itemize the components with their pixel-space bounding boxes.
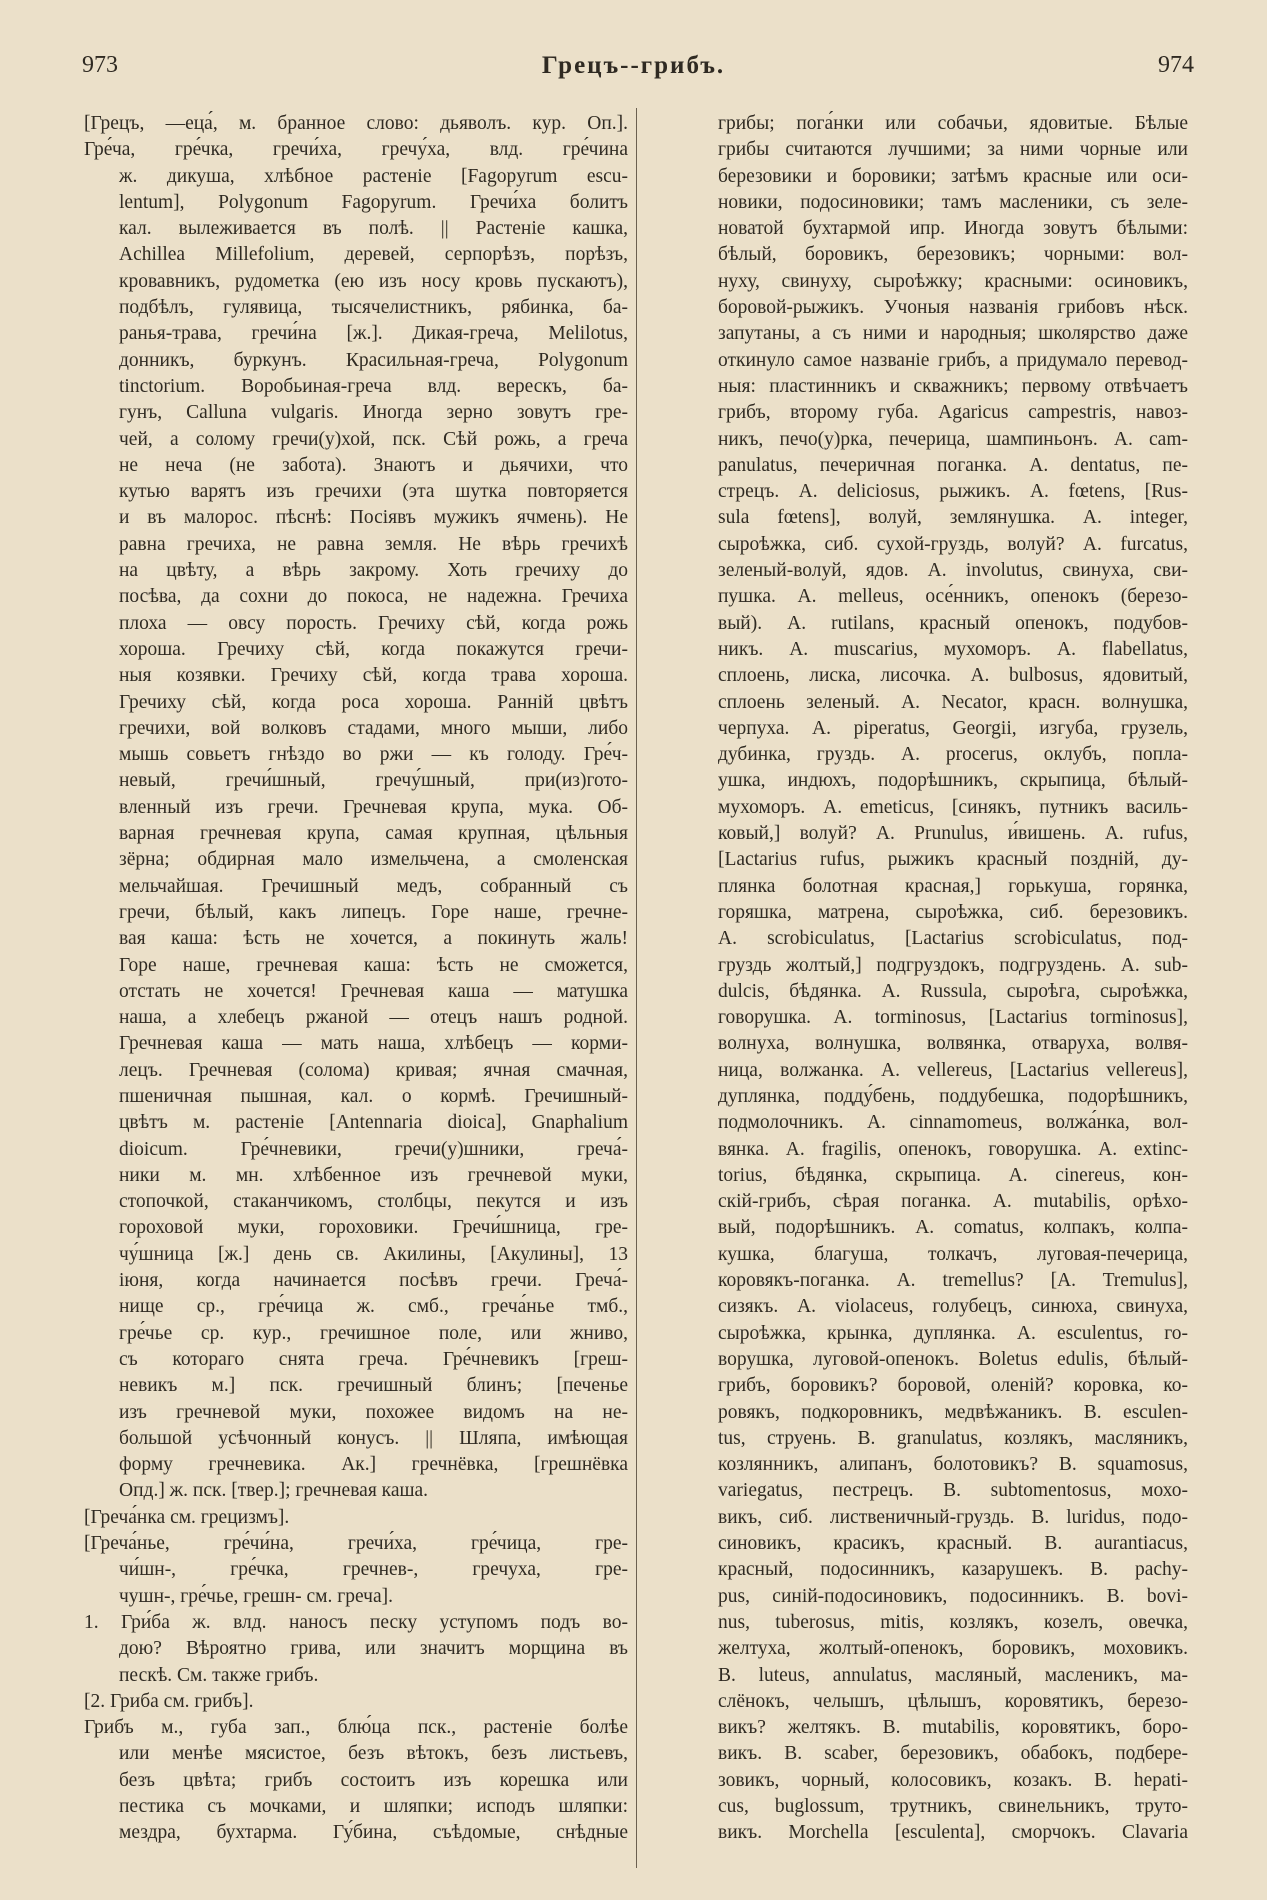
text-line: B. luteus, annulatus, масляный, масленикъ, ма-: [718, 1664, 1188, 1686]
text-line: березовики и боровики; затѣмъ красные или оси-: [718, 165, 1188, 187]
text-line: ранья-трава, гречи́на [ж.]. Дикая-греча, Melilotus,: [119, 323, 628, 345]
text-line: нуху, свинуху, сыроѣжку; красными: осиновикъ,: [718, 270, 1188, 292]
text-line: и въ малорос. пѣснѣ: Посiявъ мужикъ ячмень). Не: [119, 507, 628, 529]
text-line: tus, струень. B. granulatus, козлякъ, масляникъ,: [718, 1427, 1188, 1449]
text-line: гречихи, вой волковъ стадами, много мыши, либо: [119, 717, 628, 739]
text-line: стопочкой, стаканчикомъ, столбцы, пекутся и изъ: [119, 1191, 628, 1213]
text-line: красный, подосинникъ, казарушекъ. B. pachy-: [718, 1559, 1188, 1581]
text-line: горяшка, матрена, сыроѣжка, сиб. березовикъ.: [718, 901, 1188, 923]
text-line: дубинка, груздь. A. procerus, оклубъ, попла-: [718, 744, 1188, 766]
text-line: ница, волжанка. A. vellereus, [Lactarius vellereus],: [718, 1059, 1188, 1081]
text-line: скiй-грибъ, сѣрая поганка. A. mutabilis, орѣхо-: [718, 1191, 1188, 1213]
left-column: [84, 111, 628, 1847]
text-line: [Lactarius rufus, рыжикъ красный поздній, ду-: [718, 849, 1188, 871]
text-line: безъ цвѣта; грибъ состоитъ изъ корешка или: [119, 1769, 628, 1791]
column-divider: [636, 108, 637, 1868]
text-line: подмолочникъ. A. cinnamomeus, волжа́нка, вол-: [718, 1112, 1188, 1134]
text-line: грибы считаются лучшими; за ними чорные или: [718, 139, 1188, 161]
text-line: Гречиху сѣй, когда роса хороша. Раннiй цвѣтъ: [119, 691, 628, 713]
text-line: гречи, бѣлый, какъ липецъ. Горе наше, гречне-: [119, 901, 628, 923]
text-line: кушка, благуша, толкачъ, луговая-печерица,: [718, 1243, 1188, 1265]
text-line: изъ гречневой муки, похожее видомъ на не-: [119, 1401, 628, 1423]
text-line: плянка болотная красная,] горькуша, горянка,: [718, 875, 1188, 897]
text-line: никъ. A. muscarius, мухоморъ. A. flabellatus,: [718, 638, 1188, 660]
text-line: чей, а солому гречи(у)хой, пск. Сѣй рожь, а греча: [119, 428, 628, 450]
text-line: дою? Вѣроятно грива, или значитъ морщина въ: [119, 1638, 628, 1660]
text-line: наша, а хлебецъ ржаной — отецъ нашъ родной.: [119, 1007, 628, 1029]
text-line: ровякъ, подкоровникъ, медвѣжаникъ. B. esculen-: [718, 1401, 1188, 1423]
text-line: отстать не хочется! Гречневая каша — матушка: [119, 980, 628, 1002]
text-line: вый, подорѣшникъ. A. comatus, колпакъ, колпа-: [718, 1217, 1188, 1239]
text-line: сизякъ. A. violaceus, голубецъ, синюха, свинуха,: [718, 1296, 1188, 1318]
text-line: коровякъ-поганка. A. tremellus? [A. Tremulus],: [718, 1270, 1188, 1292]
text-line: грибъ, боровикъ? боровой, оленiй? коровка, ко-: [718, 1375, 1188, 1397]
text-line: сыроѣжка, сиб. сухой-груздь, волуй? A. furcatus,: [718, 533, 1188, 555]
text-line: пескѣ. См. также грибъ.: [119, 1664, 319, 1686]
text-line: лецъ. Гречневая (солома) кривая; ячная смачная,: [119, 1059, 628, 1081]
text-line: зёрна; обдирная мало измельчена, а смоленская: [119, 849, 628, 871]
text-line: синовикъ, красикъ, красный. B. aurantiacus,: [718, 1533, 1188, 1555]
text-line: сплоень, лиска, лисочка. A. bulbosus, ядовитый,: [718, 665, 1188, 687]
text-line: стрецъ. A. deliciosus, рыжикъ. A. fœtens, [Rus-: [718, 481, 1188, 503]
text-line: вая каша: ѣсть не хочется, а покинуть жаль!: [119, 928, 628, 950]
text-line: хороша. Гречиху сѣй, когда покажутся гречи-: [119, 638, 628, 660]
running-head: Грецъ--грибъ.: [541, 52, 726, 79]
text-line: пшеничная пышная, кал. о кормѣ. Гречишный-: [119, 1085, 628, 1107]
text-line: cus, buglossum, трутникъ, свинельникъ, труто-: [718, 1796, 1188, 1817]
text-line: сплоень зеленый. A. Necator, красн. волнушка,: [718, 691, 1188, 713]
text-line: кутью варятъ изъ гречихи (эта шутка повторяется: [119, 481, 628, 503]
text-line: ж. дикуша, хлѣбное растенiе [Fagopyrum escu-: [119, 165, 628, 187]
text-line: желтуха, жолтый-опенокъ, боровикъ, моховикъ.: [718, 1638, 1188, 1660]
text-line: дуплянка, подду́бень, поддубешка, подорѣшникъ,: [718, 1085, 1188, 1107]
text-line: ники м. мн. хлѣбенное изъ гречневой муки,: [119, 1164, 628, 1186]
text-line: ковый,] волуй? A. Prunulus, и́вишень. A. rufus,: [718, 823, 1188, 845]
text-line: новики, подосиновики; тамъ масленики, съ зеле-: [718, 191, 1188, 213]
text-line: вый). A. rutilans, красный опенокъ, подубов-: [718, 612, 1188, 634]
text-line: форму гречневика. Ак.] гречнёвка, [грешнёвка: [119, 1454, 628, 1476]
text-line: pus, синiй-подосиновикъ, подосинникъ. B. bovi-: [718, 1585, 1188, 1607]
text-line: бѣлый, боровикъ, березовикъ; чорными: вол-: [718, 244, 1188, 266]
entry-headword-line: 1. Гри́ба ж. влд. наносъ песку уступомъ подъ во-: [84, 1611, 628, 1633]
text-line: грибъ, второму губа. Agaricus campestris, навоз-: [718, 402, 1188, 424]
right-column: [683, 111, 1188, 1847]
text-line: Опд.] ж. пск. [твер.]; гречневая каша.: [119, 1480, 429, 1502]
text-line: не неча (не забота). Знаютъ и дьячихи, что: [119, 454, 628, 476]
text-line: новатой бухтармой ипр. Иногда зовутъ бѣлыми:: [718, 218, 1188, 240]
text-line: ушка, индюхъ, подорѣшникъ, скрыпица, бѣлый-: [718, 770, 1188, 792]
text-line: подбѣлъ, гулявица, тысячелистникъ, рябинка, ба-: [119, 297, 628, 319]
text-line: гре́чье ср. кур., гречишное поле, или жниво,: [119, 1322, 628, 1344]
text-line: variegatus, пестрецъ. B. subtomentosus, мохо-: [718, 1480, 1188, 1502]
entry-headword-line: Грибъ м., губа зап., блю́ца пск., растенiе болѣе: [84, 1717, 628, 1739]
text-line: груздь жолтый,] подгруздокъ, подгруздень. A. sub-: [718, 954, 1188, 976]
text-line: мышь совьетъ гнѣздо во ржи — къ голоду. Гре́ч-: [119, 744, 628, 766]
text-line: нище ср., гре́чица ж. смб., греча́нье тмб.,: [119, 1296, 628, 1318]
text-line: A. scrobiculatus, [Lactarius scrobiculatus, под-: [718, 928, 1188, 950]
text-line: невый, гречи́шный, гречу́шный, при(из)гото-: [119, 770, 628, 792]
text-line: мельчайшая. Гречишный медъ, собранный съ: [119, 875, 628, 897]
entry-headword-line: [Греча́нка см. грецизмъ].: [84, 1506, 290, 1528]
text-line: викъ? желтякъ. B. mutabilis, коровятикъ, боро-: [718, 1717, 1188, 1739]
text-line: iюня, когда начинается посѣвъ гречи. Греча́-: [119, 1270, 628, 1292]
text-line: запутаны, а съ ними и народныя; школярство даже: [718, 323, 1188, 345]
entry-headword-line: [Грецъ, —еца́, м. бранное слово: дьяволъ. кур. Оп.].: [84, 113, 628, 134]
text-line: боровой-рыжикъ. Учоныя названiя грибовъ нѣск.: [718, 297, 1188, 319]
text-line: пестика съ мочками, и шляпки; исподъ шляпки:: [119, 1796, 628, 1817]
text-line: Achillea Millefolium, деревей, серпорѣзъ, порѣзъ,: [119, 244, 628, 266]
text-line: равна гречиха, не равна земля. Не вѣрь гречихѣ: [119, 533, 628, 555]
text-line: lentum], Polygonum Fagopyrum. Гречи́ха болитъ: [119, 191, 628, 213]
text-line: говорушка. A. torminosus, [Lactarius torminosus],: [718, 1007, 1188, 1029]
text-line: tinctorium. Воробьиная-греча влд. верескъ, ба-: [119, 375, 628, 397]
text-line: вянка. A. fragilis, опенокъ, говорушка. A. extinc-: [718, 1138, 1188, 1160]
text-line: никъ, печо(у)рка, печерица, шампиньонъ. A. cam-: [718, 428, 1188, 450]
text-line: вленный изъ гречи. Гречневая крупа, мука. Об-: [119, 796, 628, 818]
entry-headword-line: [Греча́нье, гре́чи́на, гречи́ха, гре́чица, гре-: [84, 1533, 628, 1555]
text-line: Горе наше, гречневая каша: ѣсть не сможется,: [119, 954, 628, 976]
text-line: ныя козявки. Гречиху сѣй, когда трава хороша.: [119, 665, 628, 687]
text-line: гороховой муки, гороховики. Гречи́шница, гре-: [119, 1217, 628, 1239]
text-line: посѣва, да сохни до покоса, не надежна. Гречиха: [119, 586, 628, 608]
text-line: пушка. A. melleus, осе́нникъ, опенокъ (березо-: [718, 586, 1188, 608]
text-line: на цвѣту, а вѣрь закрому. Хоть гречиху до: [119, 560, 628, 582]
text-line: черпуха. A. piperatus, Georgii, изгуба, грузель,: [718, 717, 1188, 739]
text-line: викъ. B. scaber, березовикъ, обабокъ, подбере-: [718, 1743, 1188, 1765]
text-line: откинуло самое названiе грибъ, а придумало перевод-: [718, 349, 1188, 371]
text-line: чушн-, гре́чье, грешн- см. греча].: [119, 1585, 393, 1607]
text-line: зовикъ, чорный, колосовикъ, козакъ. B. hepati-: [718, 1769, 1188, 1791]
entry-headword-line: Гре́ча, гре́чка, гречи́ха, гречу́ха, влд. гре́чина: [84, 139, 628, 161]
text-line: nus, tuberosus, mitis, козлякъ, козелъ, овечка,: [718, 1611, 1188, 1633]
text-line: dulcis, бѣдянка. A. Russula, сыроѣга, сыроѣжка,: [718, 980, 1188, 1002]
page-number-left: 973: [82, 52, 118, 78]
text-line: чи́шн-, гре́чка, гречнев-, гречуха, гре-: [119, 1559, 628, 1581]
text-line: викъ. Morchella [esculenta], сморчокъ. Clavaria: [718, 1822, 1188, 1844]
text-line: мездра, бухтарма. Гу́бина, съѣдомые, снѣдные: [119, 1822, 628, 1844]
text-line: ныя: пластинникъ и скважникъ; первому отвѣчаетъ: [718, 375, 1188, 397]
text-line: слёнокъ, челышъ, цѣлышъ, коровятикъ, березо-: [718, 1690, 1188, 1712]
text-line: козлянникъ, алипанъ, болотовикъ? B. squamosus,: [718, 1454, 1188, 1476]
text-line: panulatus, печеричная поганка. A. dentatus, пе-: [718, 454, 1188, 476]
text-line: гунъ, Calluna vulgaris. Иногда зерно зовутъ гре-: [119, 402, 628, 424]
text-line: torius, бѣдянка, скрыпица. A. cinereus, кон-: [718, 1164, 1188, 1186]
text-line: sula fœtens], волуй, землянушка. A. integer,: [718, 507, 1188, 529]
text-line: донникъ, буркунъ. Красильная-греча, Polygonum: [119, 349, 628, 371]
text-line: Гречневая каша — мать наша, хлѣбецъ — корми-: [119, 1033, 628, 1055]
text-line: чу́шница [ж.] день св. Акилины, [Акулины], 13: [119, 1243, 628, 1265]
text-line: кровавникъ, рудометка (ею изъ носу кровь пускаютъ),: [119, 270, 628, 292]
text-line: зеленый-волуй, ядов. A. involutus, свинуха, сви-: [718, 560, 1188, 582]
text-line: большой усѣчонный конусъ. || Шляпа, имѣющая: [119, 1427, 628, 1449]
text-line: невикъ м.] пск. гречишный блинъ; [печенье: [119, 1375, 628, 1397]
page-number-right: 974: [1158, 52, 1194, 78]
text-line: или менѣе мясистое, безъ вѣтокъ, безъ листьевъ,: [119, 1743, 628, 1765]
text-line: сыроѣжка, крынка, дуплянка. A. esculentus, го-: [718, 1322, 1188, 1344]
text-line: мухоморъ. A. emeticus, [синякъ, путникъ василь-: [718, 796, 1188, 818]
text-line: плоха — овсу пороcть. Гречиху сѣй, когда рожь: [119, 612, 628, 634]
text-line: волнуха, волнушка, волвянка, отваруха, волвя-: [718, 1033, 1188, 1055]
text-line: варная гречневая крупа, самая крупная, цѣльныя: [119, 823, 628, 845]
text-line: цвѣтъ м. растенiе [Antennaria dioica], Gnaphalium: [119, 1112, 628, 1134]
text-line: кал. вылеживается въ полѣ. || Растенiе кашка,: [119, 218, 628, 240]
text-line: съ котораго снята греча. Гре́чневикъ [греш-: [119, 1348, 628, 1370]
text-line: ворушка, луговой-опенокъ. Boletus edulis, бѣлый-: [718, 1348, 1188, 1370]
text-line: викъ, сиб. лиственичный-груздь. B. luridus, подо-: [718, 1506, 1188, 1528]
text-line: dioicum. Гре́чневики, гречи(у)шники, греча́-: [119, 1138, 628, 1160]
text-line: грибы; пога́нки или собачьи, ядовитые. Бѣлые: [718, 113, 1188, 134]
entry-headword-line: [2. Гриба см. грибъ].: [84, 1690, 254, 1712]
